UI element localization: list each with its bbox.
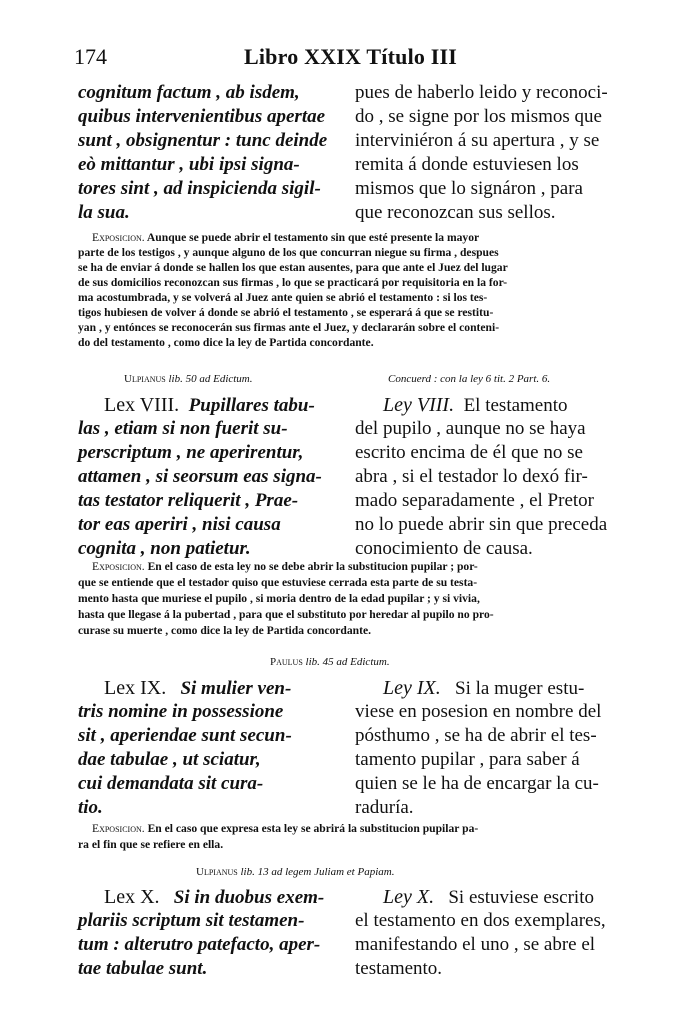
text-line: tigos hubiesen de volver á donde se abrió el testamento , se esperará á que se restitu- — [78, 306, 494, 319]
text-line: tum : alterutro patefacto, aper- — [78, 934, 321, 955]
text-line: tamento pupilar , para saber á — [355, 749, 580, 770]
text-line: mismos que lo signáron , para — [355, 178, 583, 199]
text-line: tas testator reliquerit , Prae- — [78, 490, 299, 511]
text-line: las , etiam si non fuerit su- — [78, 418, 288, 439]
text-line: tor eas aperiri , nisi causa — [78, 514, 281, 535]
text-line: tio. — [78, 797, 103, 818]
text-line: testamento. — [355, 958, 443, 979]
text-line: Si mulier ven- — [180, 678, 292, 699]
text-line: pósthumo , se ha de abrir el tes- — [355, 725, 597, 746]
text-line: cui demandata sit cura- — [78, 773, 264, 794]
lex-label: Lex VIII. — [104, 394, 180, 416]
text-line: Aunque se puede abrir el testamento sin que esté presente la mayor — [146, 231, 480, 244]
text-line: perscriptum , ne aperirentur, — [78, 442, 304, 463]
text-line: no lo puede abrir sin que preceda — [355, 514, 608, 535]
source-author: Ulpianus — [124, 373, 166, 385]
text-line: de sus domicilios reconozcan sus firmas , lo que se practicará por requisitoria en la for- — [78, 276, 508, 289]
lex-label: Lex X. — [104, 886, 160, 908]
text-line: tores sint , ad inspicienda sigil- — [78, 178, 321, 199]
text-line: conocimiento de causa. — [355, 538, 533, 559]
text-line: manifestando el uno , se abre el — [355, 934, 596, 955]
text-line: tris nomine in possessione — [78, 701, 284, 722]
text-line: quien se le ha de encargar la cu- — [355, 773, 599, 794]
text-line: Si la muger estu- — [455, 678, 585, 699]
text-line: cognita , non patietur. — [78, 538, 251, 559]
text-line: curase su muerte , como dice la ley de Partida concordante. — [78, 624, 372, 637]
text-line: do del testamento , como dice la ley de Partida concordante. — [78, 336, 374, 349]
text-line: En el caso de esta ley no se debe abrir la substitucion pupilar ; por- — [147, 560, 478, 573]
text-line: plariis scriptum sit testamen- — [78, 910, 305, 931]
text-line: que se entiende que el testador quiso que estuviese cerrada esta parte de su testa- — [78, 576, 478, 589]
text-line: Pupillares tabu- — [188, 395, 315, 416]
text-line: el testamento en dos exemplares, — [355, 910, 606, 931]
source-citation — [270, 656, 390, 668]
source-reference: lib. 45 ad Edictum. — [305, 656, 390, 668]
text-line: ma acostumbrada, y se volverá al Juez ante quien se abrió el testamento : si los tes- — [78, 291, 488, 304]
source-reference: lib. 50 ad Edictum. — [168, 373, 253, 385]
source-author: Ulpianus — [196, 866, 238, 878]
text-line: El testamento — [463, 395, 568, 416]
text-line: attamen , si seorsum eas signa- — [78, 466, 322, 487]
text-line: yan , y entónces se reconocerán sus firmas ante el Juez, y declararán sobre el conteni- — [78, 321, 500, 334]
text-line: la sua. — [78, 202, 130, 223]
text-line: cognitum factum , ab isdem, — [78, 82, 300, 103]
ley-label: Ley VIII. — [383, 394, 455, 416]
text-line: En el caso que expresa esta ley se abrirá la substitucion pupilar pa- — [147, 822, 479, 835]
text-line: viese en posesion en nombre del — [355, 701, 602, 722]
text-line: tae tabulae sunt. — [78, 958, 208, 979]
ley-label: Ley IX. — [383, 677, 441, 699]
lex-label: Lex IX. — [104, 677, 167, 699]
source-reference: lib. 13 ad legem Juliam et Papiam. — [240, 866, 395, 878]
text-line: dae tabulae , ut sciatur, — [78, 749, 261, 770]
text-line: pues de haberlo leido y reconoci- — [355, 82, 608, 103]
text-line: escrito encima de él que no se — [355, 442, 583, 463]
text-line: Si in duobus exem- — [173, 887, 325, 908]
page-number: 174 — [74, 44, 107, 69]
text-line: sunt , obsignentur : tunc deinde — [78, 130, 328, 151]
concordance-note: Concuerd : con la ley 6 tit. 2 Part. 6. — [388, 373, 551, 385]
exposition-label: Exposicion. — [92, 231, 145, 244]
text-line: que reconozcan sus sellos. — [355, 202, 556, 223]
exposition-label: Exposicion. — [92, 822, 145, 835]
text-line: raduría. — [355, 797, 414, 818]
text-line: remita á donde estuviesen los — [355, 154, 579, 175]
running-head: Libro XXIX Título III — [244, 44, 458, 69]
text-line: abra , si el testador lo dexó fir- — [355, 466, 588, 487]
text-line: hasta que llegase á la pubertad , para que el substituto por heredar al pupilo no pro- — [78, 608, 494, 621]
source-citation — [196, 866, 394, 878]
ley-label: Ley X. — [383, 886, 435, 908]
text-line: Si estuviese escrito — [448, 887, 594, 908]
source-citation — [124, 373, 253, 385]
text-line: mado separadamente , el Pretor — [355, 490, 594, 511]
text-line: del pupilo , aunque no se haya — [355, 418, 586, 439]
text-line: parte de los testigos , y aunque alguno de los que concurran niegue su firma , despues — [78, 246, 499, 259]
source-author: Paulus — [270, 656, 303, 668]
text-line: ra el fin que se refiere en ella. — [78, 838, 224, 851]
text-line: quibus intervenientibus apertae — [78, 106, 326, 127]
text-line: sit , aperiendae sunt secun- — [78, 725, 292, 746]
text-line: eò mittantur , ubi ipsi signa- — [78, 154, 300, 175]
text-line: se ha de enviar á donde se hallen los que estan ausentes, para que ante el Juez del lugar — [78, 261, 508, 274]
text-line: do , se signe por los mismos que — [355, 106, 602, 127]
text-line: interviniéron á su apertura , y se — [355, 130, 600, 151]
text-line: mento hasta que muriese el pupilo , si moria dentro de la edad pupilar ; y si vivia, — [78, 592, 480, 605]
exposition-label: Exposicion. — [92, 560, 145, 573]
